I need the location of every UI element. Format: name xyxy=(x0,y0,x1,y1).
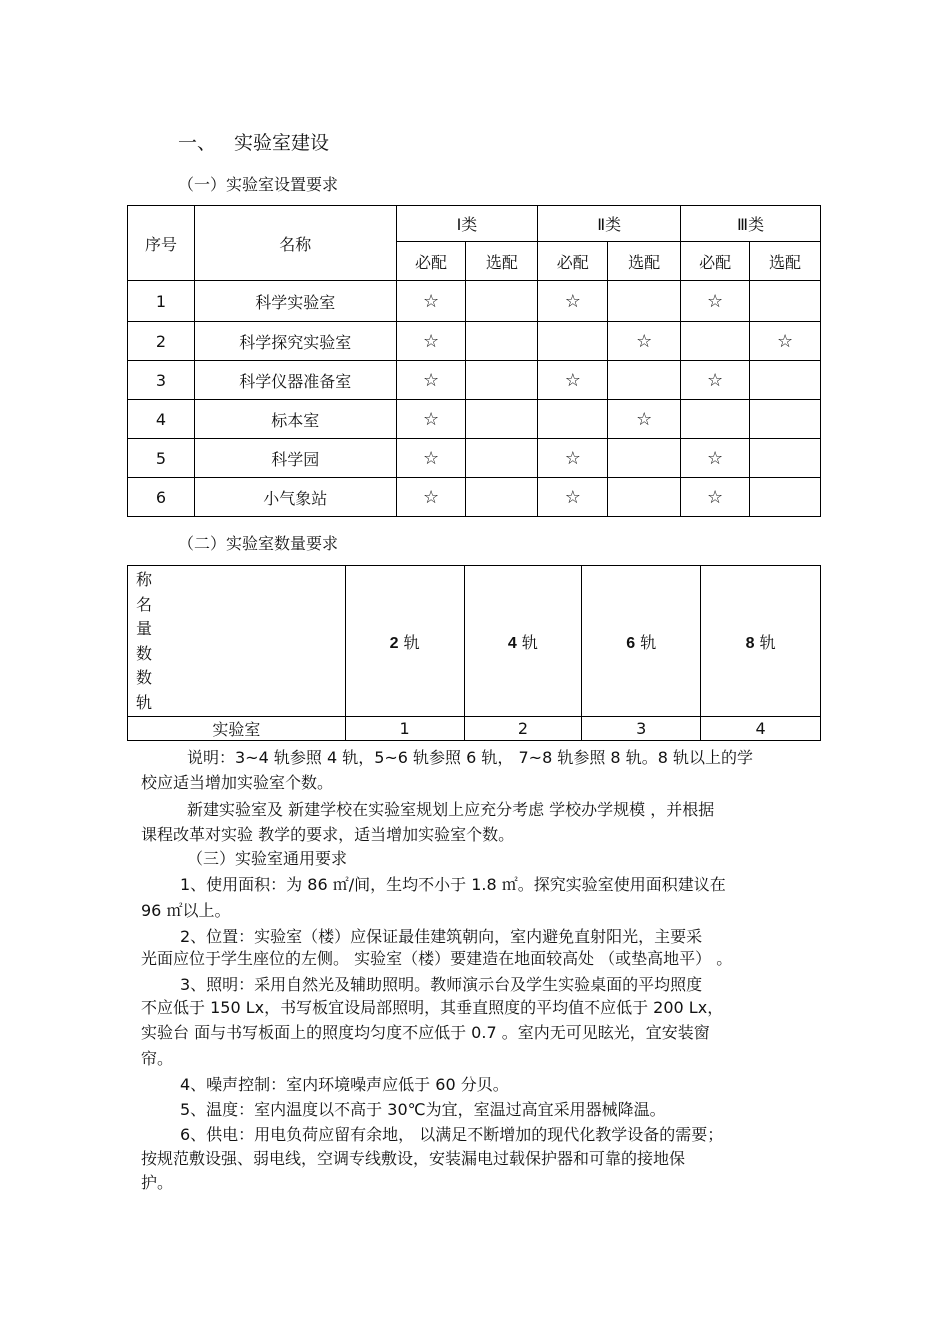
track-unit: 轨 xyxy=(640,632,657,652)
section-heading xyxy=(178,128,329,155)
row-seq: 5 xyxy=(128,439,195,478)
track-header xyxy=(701,566,821,717)
header-class-2: Ⅱ类 xyxy=(538,206,681,242)
count-cell: 4 xyxy=(701,717,821,741)
mark-cell: ☆ xyxy=(608,400,681,439)
row-seq: 6 xyxy=(128,478,195,517)
header-class-1: Ⅰ类 xyxy=(396,206,538,242)
mark-cell xyxy=(681,322,750,361)
mark-cell: ☆ xyxy=(681,439,750,478)
corner-char: 名 xyxy=(136,594,153,614)
header-optional: 选配 xyxy=(608,242,681,281)
mark-cell: ☆ xyxy=(681,281,750,322)
mark-cell xyxy=(466,439,538,478)
row-label: 实验室 xyxy=(128,717,346,741)
note-2-line-2: 课程改革对实验 教学的要求，适当增加实验室个数。 xyxy=(141,825,515,844)
mark-cell xyxy=(466,322,538,361)
track-unit: 轨 xyxy=(759,632,776,652)
header-required: 必配 xyxy=(538,242,608,281)
count-cell: 1 xyxy=(345,717,464,741)
row-name: 小气象站 xyxy=(194,478,396,517)
mark-cell xyxy=(750,400,821,439)
mark-cell: ☆ xyxy=(396,281,466,322)
mark-cell xyxy=(538,322,608,361)
corner-char: 数 xyxy=(136,668,153,687)
table-row xyxy=(128,322,821,361)
mark-cell xyxy=(466,361,538,400)
track-unit: 轨 xyxy=(403,632,420,652)
row-seq: 2 xyxy=(128,322,195,361)
header-required: 必配 xyxy=(396,242,466,281)
header-optional: 选配 xyxy=(466,242,538,281)
row-seq: 4 xyxy=(128,400,195,439)
mark-cell xyxy=(750,361,821,400)
item-2-line-2: 光面应位于学生座位的左侧。 实验室（楼）要建造在地面较高处 （或垫高地平） 。 xyxy=(141,949,733,968)
track-number: 6 xyxy=(626,634,636,652)
mark-cell xyxy=(750,478,821,517)
mark-cell: ☆ xyxy=(538,361,608,400)
row-seq: 1 xyxy=(128,281,195,322)
mark-cell: ☆ xyxy=(396,439,466,478)
table-header-row xyxy=(128,566,821,717)
corner-char: 量 xyxy=(136,619,153,638)
subsection-title-2: （二）实验室数量要求 xyxy=(178,534,339,553)
mark-cell xyxy=(608,361,681,400)
mark-cell: ☆ xyxy=(608,322,681,361)
count-cell: 3 xyxy=(582,717,701,741)
subsection-title-3: （三）实验室通用要求 xyxy=(187,849,348,868)
table-row xyxy=(128,281,821,322)
item-1-line-1: 1、使用面积：为 86 ㎡/间，生均不小于 1.8 ㎡。探究实验室使用面积建议在 xyxy=(180,875,726,894)
corner-char: 数 xyxy=(136,643,153,663)
mark-cell: ☆ xyxy=(396,478,466,517)
corner-char: 轨 xyxy=(136,692,153,712)
table-row xyxy=(128,361,821,400)
mark-cell: ☆ xyxy=(750,322,821,361)
mark-cell: ☆ xyxy=(396,361,466,400)
item-6-line-3: 护。 xyxy=(141,1173,174,1192)
item-4-line-1: 4、噪声控制：室内环境噪声应低于 60 分贝。 xyxy=(180,1075,509,1094)
mark-cell xyxy=(608,281,681,322)
row-name: 科学园 xyxy=(194,439,396,478)
item-1-line-2: 96 ㎡以上。 xyxy=(141,901,231,920)
lab-quantity-table xyxy=(127,565,821,741)
track-number: 4 xyxy=(507,634,517,652)
mark-cell xyxy=(750,439,821,478)
track-unit: 轨 xyxy=(521,632,538,652)
table-row xyxy=(128,717,821,741)
mark-cell xyxy=(750,281,821,322)
track-number: 2 xyxy=(389,634,399,652)
mark-cell xyxy=(538,400,608,439)
header-required: 必配 xyxy=(681,242,750,281)
note-1-line-2: 校应适当增加实验室个数。 xyxy=(141,773,334,792)
header-class-3: Ⅲ类 xyxy=(681,206,821,242)
table-row xyxy=(128,400,821,439)
item-6-line-1: 6、供电：用电负荷应留有余地， 以满足不断增加的现代化教学设备的需要； xyxy=(180,1125,724,1144)
mark-cell: ☆ xyxy=(538,281,608,322)
mark-cell: ☆ xyxy=(681,478,750,517)
item-6-line-2: 按规范敷设强、弱电线，空调专线敷设，安装漏电过载保护器和可靠的接地保 xyxy=(141,1149,686,1168)
track-number: 8 xyxy=(745,634,755,652)
corner-char: 称 xyxy=(136,570,153,589)
note-2-line-1: 新建实验室及 新建学校在实验室规划上应充分考虑 学校办学规模 ，并根据 xyxy=(187,800,715,819)
table-header-row xyxy=(128,206,821,242)
mark-cell xyxy=(608,439,681,478)
mark-cell xyxy=(681,400,750,439)
row-name: 标本室 xyxy=(194,400,396,439)
row-name: 科学仪器准备室 xyxy=(194,361,396,400)
mark-cell: ☆ xyxy=(538,478,608,517)
mark-cell xyxy=(608,478,681,517)
count-cell: 2 xyxy=(464,717,582,741)
item-5-line-1: 5、温度：室内温度以不高于 30℃为宜，室温过高宜采用器械降温。 xyxy=(180,1100,666,1119)
corner-header xyxy=(128,566,346,717)
header-seq: 序号 xyxy=(128,206,195,281)
track-header xyxy=(345,566,464,717)
mark-cell xyxy=(466,478,538,517)
item-3-line-4: 帘。 xyxy=(141,1049,174,1068)
row-name: 科学实验室 xyxy=(194,281,396,322)
section-title: 实验室建设 xyxy=(234,132,330,154)
mark-cell: ☆ xyxy=(396,322,466,361)
subsection-title-1: （一）实验室设置要求 xyxy=(178,175,339,194)
row-seq: 3 xyxy=(128,361,195,400)
table-row xyxy=(128,478,821,517)
item-2-line-1: 2、位置：实验室（楼）应保证最佳建筑朝向，室内避免直射阳光，主要采 xyxy=(180,927,703,946)
mark-cell: ☆ xyxy=(681,361,750,400)
mark-cell xyxy=(466,281,538,322)
track-header xyxy=(582,566,701,717)
item-3-line-3: 实验台 面与书写板面上的照度均匀度不应低于 0.7 。室内无可见眩光，宜安装窗 xyxy=(141,1023,710,1042)
table-row xyxy=(128,439,821,478)
note-1-line-1: 说明：3~4 轨参照 4 轨，5~6 轨参照 6 轨， 7~8 轨参照 8 轨。8 轨以上的学 xyxy=(187,748,753,767)
item-3-line-2: 不应低于 150 Lx，书写板宜设局部照明，其垂直照度的平均值不应低于 200 Lx， xyxy=(141,998,724,1017)
mark-cell: ☆ xyxy=(538,439,608,478)
header-optional: 选配 xyxy=(750,242,821,281)
header-name: 名称 xyxy=(194,206,396,281)
row-name: 科学探究实验室 xyxy=(194,322,396,361)
mark-cell: ☆ xyxy=(396,400,466,439)
item-3-line-1: 3、照明：采用自然光及辅助照明。教师演示台及学生实验桌面的平均照度 xyxy=(180,975,703,994)
mark-cell xyxy=(466,400,538,439)
section-number: 一、 xyxy=(178,132,217,154)
track-header xyxy=(464,566,582,717)
lab-setup-table xyxy=(127,205,821,517)
